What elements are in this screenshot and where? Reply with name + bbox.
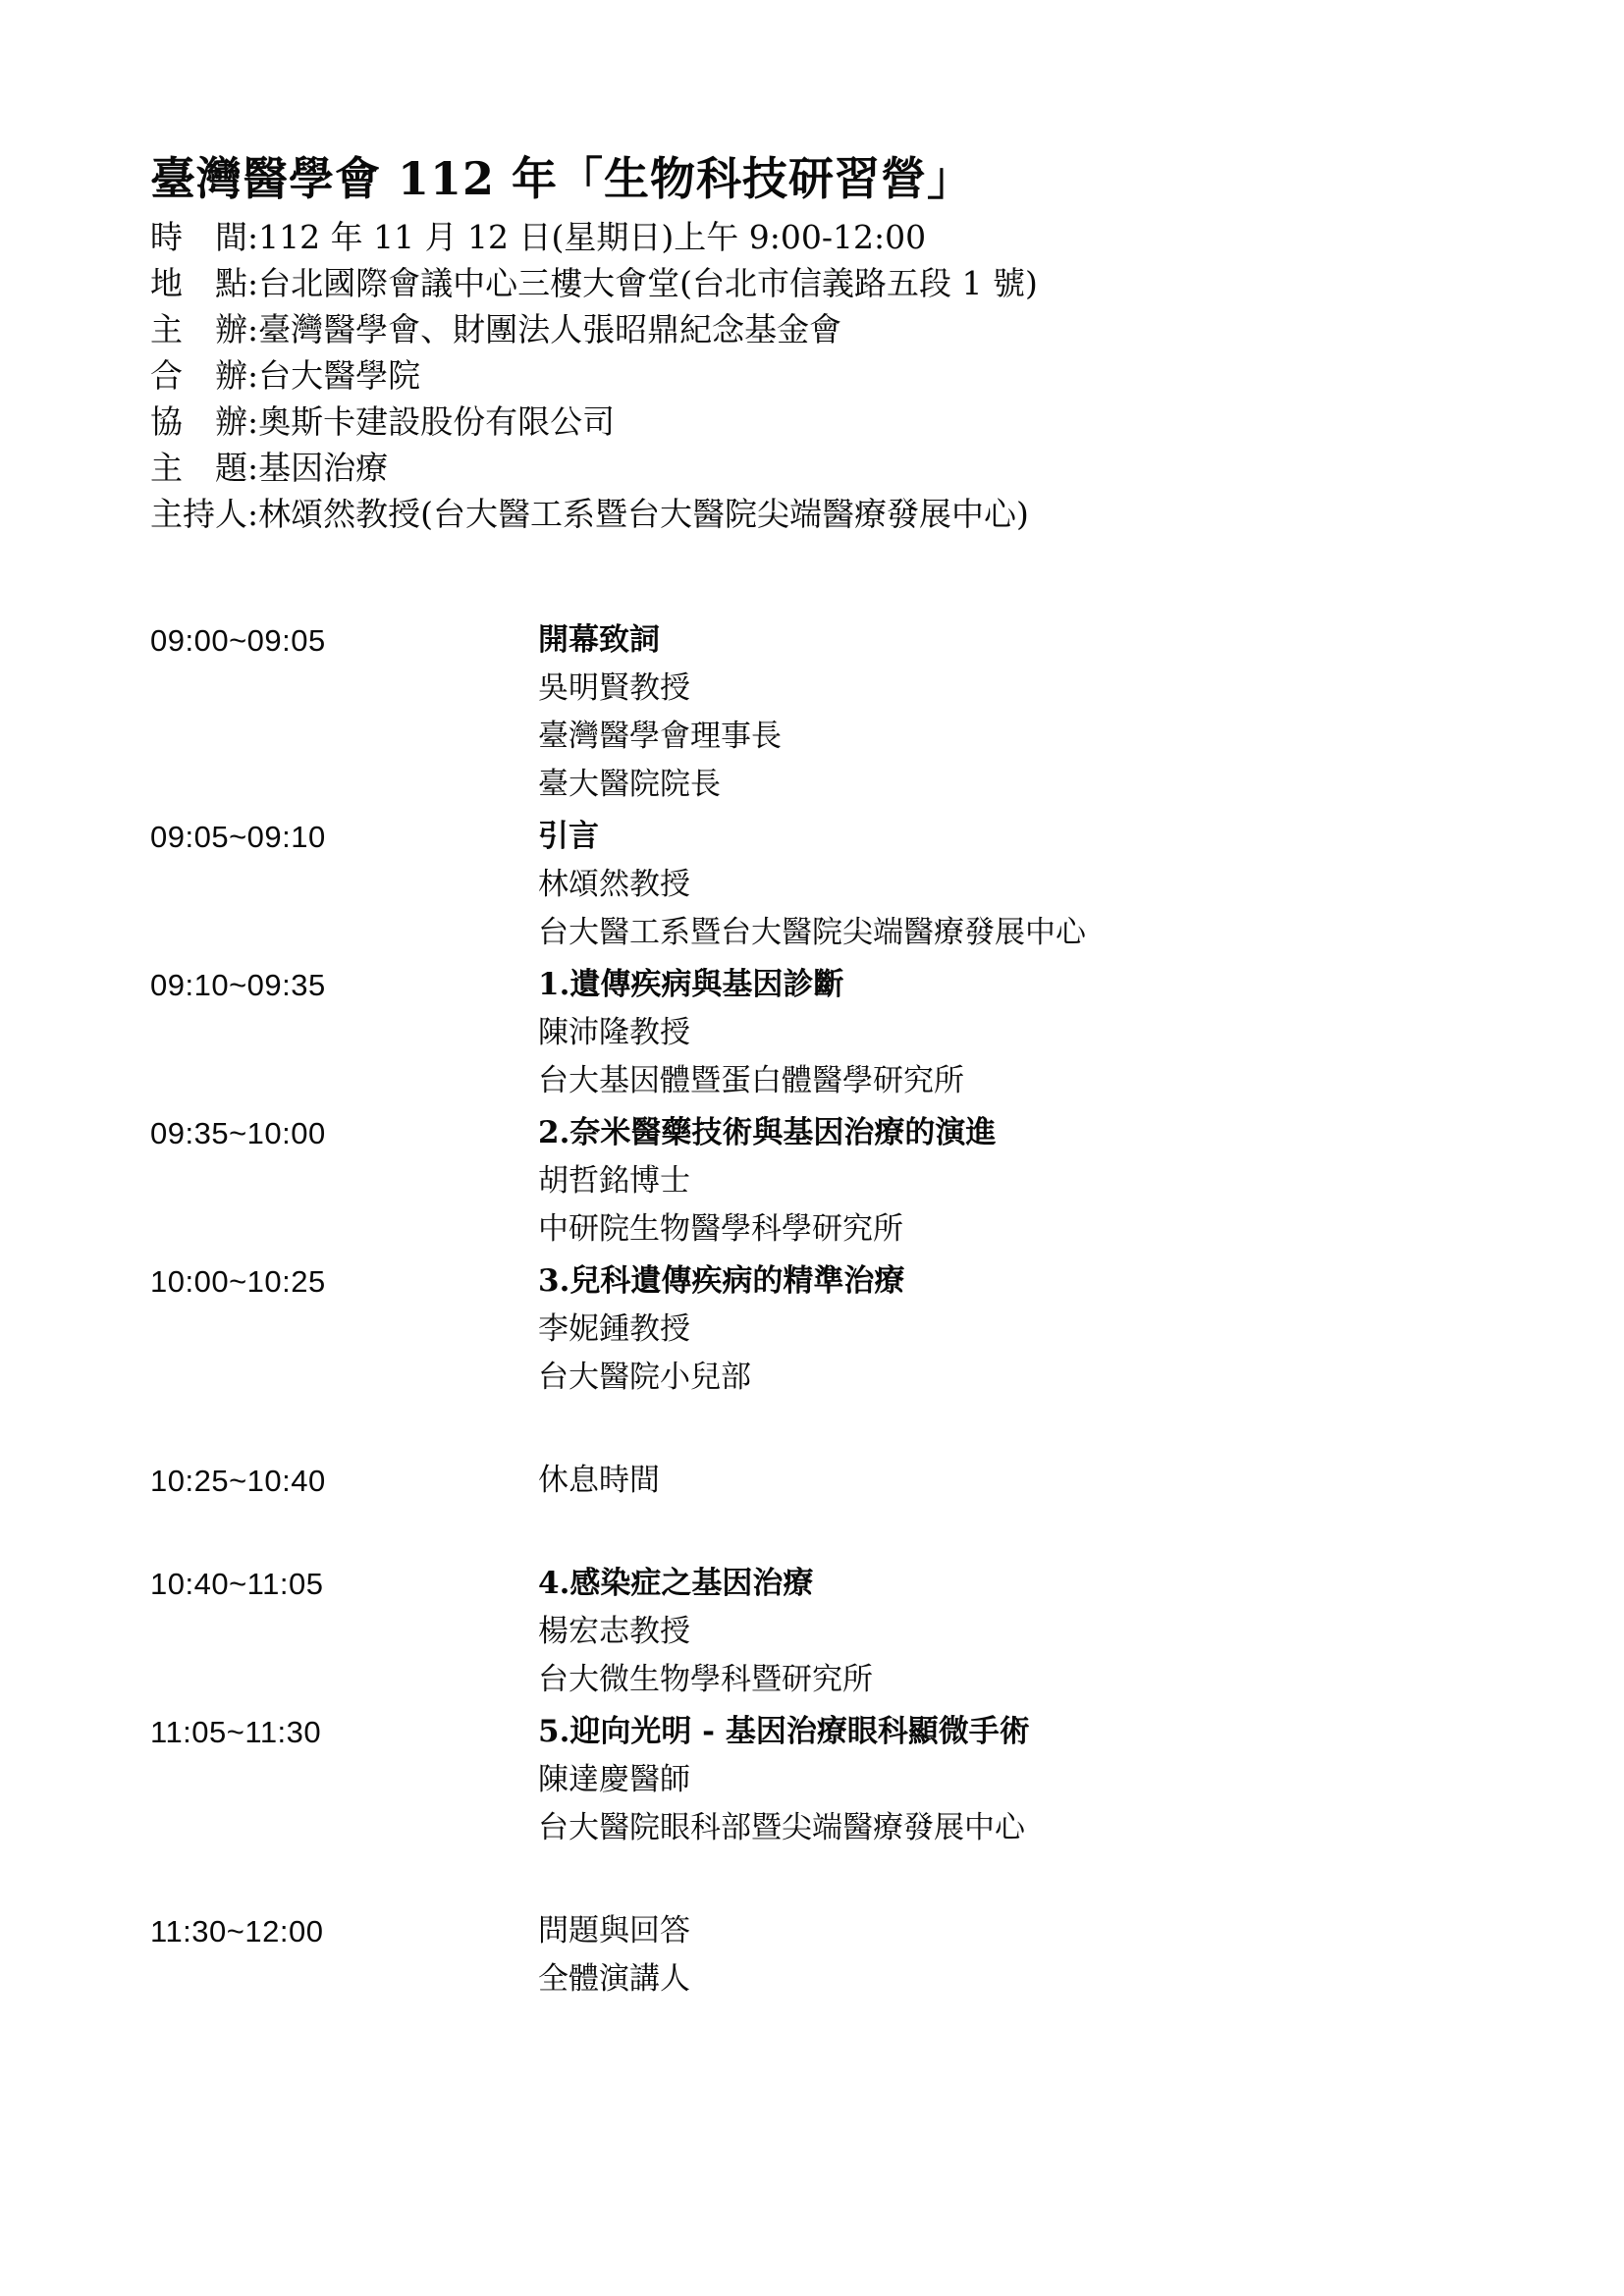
schedule-row <box>150 1907 1525 2003</box>
schedule-row <box>150 961 1525 1105</box>
info-line-3: 合 辦:台大醫學院 <box>150 356 421 395</box>
session-body <box>538 1109 1525 1254</box>
schedule-row <box>150 1109 1525 1254</box>
schedule-row <box>150 616 1525 809</box>
session-title: 4.感染症之基因治療 <box>538 1566 814 1601</box>
session-time: 11:30~12:00 <box>150 1914 324 1949</box>
session-title: 問題與回答 <box>538 1913 690 1949</box>
event-info <box>150 214 1038 537</box>
schedule-gap <box>150 1856 1525 1907</box>
session-detail: 陳達慶醫師 <box>538 1762 690 1797</box>
session-title: 開幕致詞 <box>538 622 660 658</box>
schedule-gap <box>150 1406 1525 1457</box>
schedule-row <box>150 1457 1525 1505</box>
session-detail: 台大基因體暨蛋白體醫學研究所 <box>538 1063 964 1098</box>
session-detail: 臺大醫院院長 <box>538 767 721 802</box>
info-line-0: 時 間:112 年 11 月 12 日(星期日)上午 9:00-12:00 <box>150 218 927 256</box>
session-detail: 胡哲銘博士 <box>538 1163 690 1199</box>
session-detail: 台大醫工系暨台大醫院尖端醫療發展中心 <box>538 915 1086 950</box>
session-detail: 楊宏志教授 <box>538 1614 690 1649</box>
schedule-row <box>150 1560 1525 1704</box>
session-detail: 臺灣醫學會理事長 <box>538 719 782 754</box>
session-body <box>538 1560 1525 1704</box>
session-title: 引言 <box>538 819 599 854</box>
session-time: 10:25~10:40 <box>150 1464 326 1498</box>
page-title: 臺灣醫學會 112 年「生物科技研習營」 <box>150 152 974 205</box>
schedule-row <box>150 1708 1525 1852</box>
session-body <box>538 616 1525 809</box>
info-line-1: 地 點:台北國際會議中心三樓大會堂(台北市信義路五段 1 號) <box>150 264 1038 302</box>
info-line-6: 主持人:林頌然教授(台大醫工系暨台大醫院尖端醫療發展中心) <box>150 495 1029 533</box>
session-body <box>538 1907 1525 2003</box>
session-detail: 全體演講人 <box>538 1961 690 1997</box>
info-line-4: 協 辦:奧斯卡建設股份有限公司 <box>150 402 616 441</box>
schedule-row <box>150 1257 1525 1402</box>
session-time: 10:40~11:05 <box>150 1567 324 1601</box>
session-time: 09:05~09:10 <box>150 820 326 854</box>
session-title: 休息時間 <box>538 1463 660 1498</box>
session-body <box>538 961 1525 1105</box>
schedule <box>150 616 1525 2007</box>
session-body <box>538 1708 1525 1852</box>
schedule-row <box>150 813 1525 957</box>
session-body <box>538 1257 1525 1402</box>
session-detail: 李妮鍾教授 <box>538 1311 690 1347</box>
schedule-gap <box>150 1509 1525 1560</box>
session-detail: 台大醫院小兒部 <box>538 1360 751 1395</box>
session-time: 10:00~10:25 <box>150 1264 326 1299</box>
session-time: 09:35~10:00 <box>150 1116 326 1150</box>
session-title: 2.奈米醫藥技術與基因治療的演進 <box>538 1115 997 1150</box>
session-time: 11:05~11:30 <box>150 1715 322 1749</box>
session-detail: 吳明賢教授 <box>538 670 690 706</box>
session-body <box>538 813 1525 957</box>
info-line-5: 主 題:基因治療 <box>150 449 389 487</box>
session-detail: 林頌然教授 <box>538 867 690 902</box>
session-detail: 台大醫院眼科部暨尖端醫療發展中心 <box>538 1810 1025 1845</box>
session-title: 5.迎向光明 - 基因治療眼科顯微手術 <box>538 1714 1030 1749</box>
session-title: 1.遺傳疾病與基因診斷 <box>538 967 844 1002</box>
info-line-2: 主 辦:臺灣醫學會、財團法人張昭鼎紀念基金會 <box>150 310 842 348</box>
session-detail: 陳沛隆教授 <box>538 1015 690 1050</box>
session-time: 09:00~09:05 <box>150 623 326 658</box>
session-title: 3.兒科遺傳疾病的精準治療 <box>538 1263 905 1299</box>
session-time: 09:10~09:35 <box>150 968 326 1002</box>
session-detail: 台大微生物學科暨研究所 <box>538 1662 873 1697</box>
session-body <box>538 1457 1525 1505</box>
session-detail: 中研院生物醫學科學研究所 <box>538 1211 903 1247</box>
